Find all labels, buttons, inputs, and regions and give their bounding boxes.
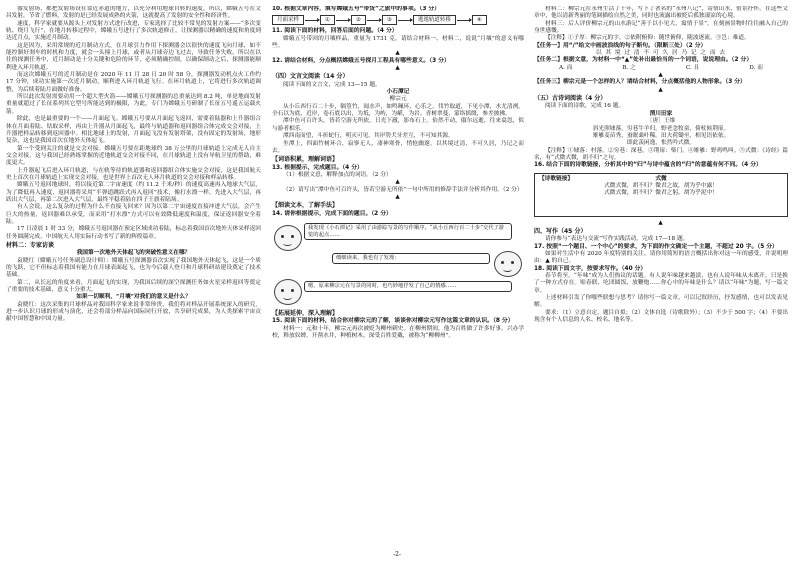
text-paragraph: 即此羡闲逸，怅然吟式微。 bbox=[626, 140, 696, 147]
text-paragraph: 坐潭上，四面竹树环合，寂寥无人，凄神寒骨，悄怆幽邃。以其境过清，不可久居，乃记之而去。 bbox=[272, 140, 524, 154]
arrow-icon bbox=[457, 20, 471, 21]
option: C. 且 bbox=[685, 64, 700, 71]
subsection-1: 【词语积累，理解词语】 bbox=[272, 156, 339, 164]
poem-body bbox=[534, 126, 788, 148]
speech-bubble: 嗯，原来柳宗元在写景的同时，也巧妙地抒发了自己的情感…… bbox=[304, 281, 512, 292]
text-paragraph: 嫦娥五号返回地球时，将以接近第二宇宙速度（约 11.2 千米/秒）的速度高速再入地球大气层，为了降低再入速度，返回器将采用“半弹道跳跃式再入返回”技术，像打水漂一样，先进入大气层，再跃出大气层，再第二次进入大气层，最终平稳着陆在四子王旗着陆场。 bbox=[6, 182, 261, 203]
answer-blank: ▲ bbox=[658, 72, 664, 79]
interview-closing: 袁晓红：这次采集的月球样品对我国科学家来说非常珍贵，我们将对样品开展系统深入的研究，进一步认识月球的形成与演化，还会将部分样品向国际同行开放，共享研究成果，为人类探索宇宙贡献中国智慧和中国力量。 bbox=[6, 301, 261, 323]
link-poem-line: 式微式微，胡不归？微君之故，胡为乎中露！ bbox=[604, 182, 718, 189]
answer-blank: ▲ bbox=[395, 50, 401, 57]
annotation: 【注释】①子厚：柳宗元的字。②依附俯仰：随世俯仰，随波逐流。③岂：难道。 bbox=[545, 35, 750, 42]
text-paragraph: 这是因为，采用常规的近月制动方式，在月球引力作用下探测器会以很快的速度飞向月球，如不能控制好刹车的时机和力度，就会一头撞上月球，或者从月球旁边飞过去，导致任务失败。所以在以往的探测任务中，近月制动是十分关键和危险的环节，必须精确控制，以确保制动之后，探测器能顺利进入环月轨道。 bbox=[6, 42, 261, 71]
answer-blank: ▲ bbox=[395, 179, 401, 186]
question-13-1: （1）根据文意，解释加点的词语。（2 分） bbox=[283, 171, 392, 178]
speech-bubble: 细细读来，我也有了发现： bbox=[332, 253, 490, 264]
task-2: 【任务二】根据文意，为材料一中“▲”处补出最恰当的一个词语，说说理由。（2 分） bbox=[534, 57, 753, 64]
option: A. 而 bbox=[558, 64, 573, 71]
question-11: 11. 阅读下面的材料，回答后面的问题。（4 分） bbox=[272, 28, 398, 35]
poem-link-body bbox=[539, 176, 783, 198]
text-paragraph: 潭西南而望，斗折蛇行，明灭可见。其岸势犬牙差互，不可知其源。 bbox=[283, 133, 454, 140]
text-paragraph: 第一个受到关注的就是交会对接。嫦娥五号要在距地球约 38 万公里的月球轨道上完成无人自主交会对接，这与我国已经熟练掌握的近地轨道交会对接不同，在月球轨道上没有导航卫星的帮助，难度更大。 bbox=[6, 145, 261, 167]
poem-link-box bbox=[534, 173, 788, 217]
reading-passage bbox=[6, 6, 261, 241]
answer-blank: ▲ bbox=[658, 86, 664, 93]
answer-blank: ▲ bbox=[395, 193, 401, 200]
flow-diagram bbox=[272, 15, 524, 25]
section-poetry-intro: 阅读下面的诗歌，完成 16 题。 bbox=[545, 103, 625, 110]
task-1: 【任务一】用“/”给文中画波浪线的句子断句。（限断三处）（2 分） bbox=[534, 42, 707, 49]
materials-continued bbox=[534, 6, 788, 35]
question-16: 16. 结合下面的诗歌链接，分析其中的“归”与诗中蕴含的“归”的意蕴有何不同。（4 分） bbox=[534, 162, 762, 169]
options-row bbox=[534, 65, 788, 72]
column-middle bbox=[272, 6, 524, 546]
text-paragraph: 材料二：柳宗元在永州生活了十年，写下了著名的“永州八记”，寄情山水，借景抒怀。在这些文章中，他以清新秀丽的笔调描绘自然之美，同时也流露出被贬后孤独凄凉的心境。 bbox=[534, 6, 788, 20]
section-writing: 四、写作（45 分） bbox=[534, 227, 587, 235]
task-1-sentence: 以 其 境 过 清 不 可 久 居 乃 记 之 而 去 bbox=[595, 50, 727, 57]
text-paragraph: 有人会说，这么复杂的过程为什么不直接飞回来？因为以第二宇宙速度直接冲进大气层，会产生巨大的热量，返回器难以承受，而采用“打水漂”方式可以有效降低速度和温度，保证返回器安全着陆。 bbox=[6, 204, 261, 225]
link-poem-line: 式微式微，胡不归？微君之躬，胡为乎泥中！ bbox=[604, 190, 718, 197]
classical-text bbox=[272, 104, 524, 155]
question-11-body: 嫦娥五号带回的月壤样品，重量为 1731 克。请结合材料一、材料二，说说“月壤”的意义有哪些。 bbox=[272, 35, 524, 50]
task-3: 【任务三】柳宗元是一个怎样的人？请结合材料，分点概括他的人物形象。（3 分） bbox=[534, 79, 746, 86]
question-10: 10. 根据文章内容，填写嫦娥五号“带货”之旅中的事项。（3 分） bbox=[272, 6, 440, 12]
poem-annotation: 【注释】①墟落：村落。②穷巷：深巷。③荆扉：柴门。④雉雊：野鸡鸣叫。⑤式微：《诗经》篇名，有“式微式微，胡不归”之句。 bbox=[534, 147, 788, 161]
answer-blank: ▲ bbox=[658, 219, 664, 226]
question-17: 17. 按照“一个题目、一个中心”的要求，为下面的作文确定一个主题，不超过 20 字。（5 分） bbox=[534, 243, 778, 250]
text-paragraph: 器发射场，都把发射场设在靠近赤道的地方，以充分利用地球自转的速度。所以，嫦娥五号在文昌发射，节省了燃料，发射的是已经发展成熟的火箭，这就提高了发射的安全性和经济性。 bbox=[6, 6, 261, 20]
arrow-icon bbox=[305, 20, 319, 21]
text-paragraph: 除此，也是最重要的一个——月面起飞。嫦娥五号要从月面起飞返回，需要着陆器和上升器组合体在月面着陆、钻取采样，再由上升器从月面起飞，最终与轨道器和返回器组合体完成交会对接，上升器把样品转移到返回器中。相比地球上的发射，月面起飞没有发射塔架，没有固定的发射场，地形复杂，这也是我国首次在地外天体起飞。 bbox=[6, 116, 261, 145]
text-paragraph: 材料三：后人评价柳宗元的山水游记“善于以小见大，寓情于景”，在刻画景物时往往融入自己的身世感慨。 bbox=[534, 20, 788, 35]
text-paragraph: 所以此次发射需要动用一个超大型火箭——嫦娥五号探测器的总重量达到 8.2 吨，单是地面发射重量就超过了长征系列其它型号所能达到的极限，为此，专门为嫦娥五号研制了长征五号遥五运载火箭。 bbox=[6, 94, 261, 115]
classical-author: 柳宗元 bbox=[389, 96, 407, 103]
text-paragraph: 而这次嫦娥五号的近月制动是在 2020 年 11 月 28 日 20 时 58 分，探测器发动机点火工作约 17 分钟，成功实施第一次近月制动，顺利进入环月轨道飞行。在环月轨道上，它将进行多次轨道调整，为后续着陆月面做好准备。 bbox=[6, 72, 261, 93]
option: D. 而 bbox=[749, 64, 763, 71]
question-13-2: （2）请写出“潭中鱼可百许头，皆若空游无所依”一句中所用的修辞手法并分析其作用。（2 分） bbox=[283, 186, 523, 193]
section-classical: （四）文言文阅读（14 分） bbox=[272, 73, 349, 81]
page-number: -2- bbox=[393, 551, 401, 558]
poem-link-title: 【诗歌链接】 bbox=[539, 175, 574, 182]
flow-step: 月面采样 bbox=[272, 15, 304, 25]
question-18: 18. 阅读下面文字，按要求写作。（40 分） bbox=[534, 265, 647, 272]
flow-step: ④ bbox=[472, 15, 487, 25]
arrow-icon bbox=[398, 20, 412, 21]
interview-question-2: 如果一切顺利，“月壤”对我们的意义是什么？ bbox=[76, 294, 191, 301]
column-right bbox=[534, 6, 788, 546]
flow-step: ① bbox=[320, 15, 335, 25]
student-avatar bbox=[274, 279, 302, 305]
arrow-icon bbox=[367, 20, 381, 21]
text-paragraph: 上升器起飞后进入环月轨道，与在轨等待的轨道器和返回器组合体实施交会对接，这是我国航天史上首次在月球轨道上实现交会对接，也是世界上首次无人环月轨道的交会对接和样品转移。 bbox=[6, 167, 261, 181]
flow-step: 逃逸轨道转移 bbox=[413, 15, 456, 25]
question-17-body: 如果对生活中有 2020 年度特别的关注，请你用简短的语言概括出你对这一年的感受，并说明理由：▲ 的自己。 bbox=[534, 250, 788, 265]
text-paragraph: 从小丘西行百二十步，隔篁竹，闻水声，如鸣珮环，心乐之。伐竹取道，下见小潭，水尤清冽。全石以为底，近岸，卷石底以出，为坻，为屿，为嵁，为岩。青树翠蔓，蒙络摇缀，参差披拂。 bbox=[272, 103, 524, 118]
interview-answers bbox=[6, 258, 261, 295]
text-paragraph: 速度，科学家就要从源头上对发射方式进行改进，专家选择了比较不常见的发射方案——“多次变轨、绕月飞行”，在地月转移过程中，嫦娥五号进行了多次轨道修正，让探测器以精确的速度和角度到达近月点，实施近月制动。 bbox=[6, 20, 261, 42]
arrow-icon bbox=[336, 20, 350, 21]
question-12: 12. 请结合材料，分点概括嫦娥五号探月工程具有哪些意义。（3 分） bbox=[272, 57, 450, 64]
text-paragraph: 第二，从长远的角度来看，月面起飞的实现，为我国后续的深空探测任务如火星采样返回等奠定了重要的技术基础，意义十分重大。 bbox=[6, 279, 261, 294]
link-poem-title: 式微 bbox=[655, 175, 667, 182]
column-left bbox=[6, 6, 261, 546]
text-paragraph: 雉雊麦苗秀，蚕眠桑叶稀。田夫荷锄至，相见语依依。 bbox=[592, 132, 730, 139]
text-paragraph: 袁晓红（嫦娥五号任务副总设计师）：嫦娥五号探测器首次实现了我国地外天体起飞，这是一个质的飞跃，它不但标志着我国有能力在月球表面起飞，也为今后载人登月和月球科研站建设奠定了技术基础。 bbox=[6, 257, 261, 279]
student-avatar bbox=[274, 225, 302, 251]
subsection-2: 【细读文本，了解手法】 bbox=[272, 202, 339, 210]
subsection-3: 【拓展延伸，深入理解】 bbox=[272, 309, 339, 317]
option: B. 之 bbox=[622, 64, 636, 71]
classical-title: 小石潭记 bbox=[386, 89, 410, 96]
poem-title: 渭川田家 bbox=[649, 110, 673, 117]
section-poetry: （五）古诗词阅读（4 分） bbox=[534, 95, 607, 103]
text-paragraph: 潭中鱼可百许头，皆若空游无所依，日光下澈，影布石上。佁然不动，俶尔远逝，往来翕忽，似与游者相乐。 bbox=[272, 118, 524, 132]
dialogue-illustration bbox=[272, 221, 524, 307]
writing-intro: 请你参与“表达与交流”写作实践活动，完成 17—18 题。 bbox=[545, 236, 689, 243]
text-paragraph: 17 日凌晨 1 时 33 分，嫦娥五号返回器在预定区域成功着陆，标志着我国首次地外天体采样返回任务圆满完成。中国航天人用实际行动书写了新的辉煌篇章。 bbox=[6, 226, 261, 240]
question-18-body bbox=[534, 273, 788, 310]
interview-question-1: 我国第一次地外天体起飞的突破性意义在哪？ bbox=[76, 250, 191, 257]
text-paragraph: 春节将至，“年味”成为人们热议的话题。有人说年味越来越淡，也有人说年味从未离开，只是换了一种方式存在。贴春联、吃团圆饭、放鞭炮……你心中的年味是什么？请以“年味”为题，写一篇文章。 bbox=[534, 272, 788, 294]
text-paragraph: 上述材料引发了你哪些联想与思考？请你写一篇文章，可以记叙经历，抒发感情，也可以发表见解。 bbox=[534, 295, 788, 309]
poem-author: 〔唐〕王维 bbox=[646, 118, 676, 125]
question-14: 14. 请你根据提示，完成下面的题目。（2 分） bbox=[272, 210, 392, 217]
section-classical-intro: 阅读下面的文言文，完成 13—15 题。 bbox=[283, 81, 381, 88]
flow-step: ② bbox=[351, 15, 366, 25]
speech-bubble: 我发现《小石潭记》采用了由游踪写景的写作顺序，“从小丘西行百二十步”交代了游览的起点…… bbox=[304, 223, 512, 240]
student-avatar bbox=[494, 251, 522, 277]
writing-requirements: 要求：（1）立意自定，题目自拟；（2）文体自选（诗歌除外）；（3）不少于 500 字；（4）不要出现含有个人信息的人名、校名、地名等。 bbox=[534, 309, 788, 324]
flow-step: ③ bbox=[382, 15, 397, 25]
question-15: 15. 阅读下面的材料，结合你对柳宗元的了解，谈谈你对柳宗元写作这篇文章的认识。（8 分） bbox=[272, 318, 514, 325]
answer-blank: ▲ bbox=[395, 65, 401, 72]
material2-heading: 材料二：专家访谈 bbox=[6, 242, 55, 249]
text-paragraph: 斜光照墟落，穷巷牛羊归。野老念牧童，倚杖候荆扉。 bbox=[592, 125, 730, 132]
question-13: 13. 根据提示，完成题目。（4 分） bbox=[272, 164, 363, 171]
material-1: 材料一：元和十年，柳宗元再次被贬为柳州刺史。在柳州期间，他为百姓做了许多好事，兴办学校，释放奴婢，开凿水井，种植树木，深受百姓爱戴，被称为“柳柳州”。 bbox=[272, 325, 524, 339]
